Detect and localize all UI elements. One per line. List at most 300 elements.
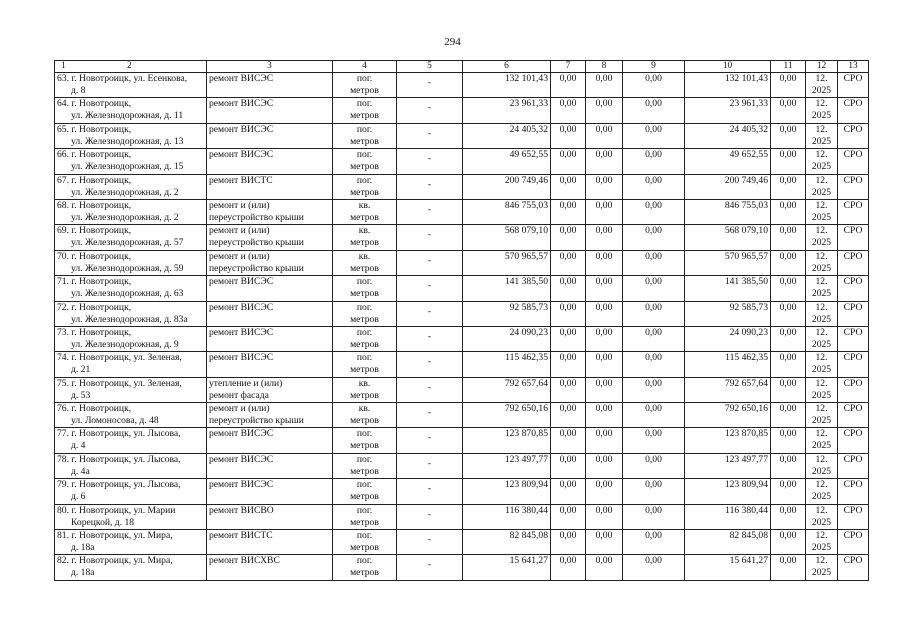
- row-number: 77.: [57, 428, 72, 440]
- unit-cell: пог. метров: [333, 73, 397, 98]
- total-cost-cell: 200 749,46: [463, 174, 551, 199]
- owners-funds-cell: 24 090,23: [685, 326, 771, 351]
- fund-cell: 0,00: [551, 530, 586, 555]
- local-budget-cell: 0,00: [623, 504, 685, 529]
- table-row: [55, 149, 869, 174]
- method-cell: СРО: [838, 403, 869, 428]
- deadline-cell: 12. 2025: [806, 149, 838, 174]
- region-budget-cell: 0,00: [586, 123, 623, 148]
- volume-cell: -: [397, 504, 463, 529]
- owners-funds-cell: 570 965,57: [685, 250, 771, 275]
- table-row: [55, 403, 869, 428]
- owners-funds-cell: 23 961,33: [685, 98, 771, 123]
- other-cell: 0,00: [771, 149, 806, 174]
- fund-cell: 0,00: [551, 174, 586, 199]
- row-number: 70.: [57, 250, 72, 262]
- address-cell: 73. г. Новотроицк, ул. Железнодорожная, д. 9: [55, 326, 207, 351]
- region-budget-cell: 0,00: [586, 250, 623, 275]
- address-cell: 67. г. Новотроицк, ул. Железнодорожная, д. 2: [55, 174, 207, 199]
- owners-funds-cell: 15 641,27: [685, 555, 771, 580]
- column-number: 6: [463, 61, 551, 73]
- total-cost-cell: 141 385,50: [463, 276, 551, 301]
- deadline-cell: 12. 2025: [806, 301, 838, 326]
- other-cell: 0,00: [771, 250, 806, 275]
- row-number: 65.: [57, 123, 72, 135]
- address-cell: 70. г. Новотроицк, ул. Железнодорожная, д. 59: [55, 250, 207, 275]
- total-cost-cell: 846 755,03: [463, 199, 551, 224]
- table-row: [55, 225, 869, 250]
- address-text: г. Новотроицк, ул. Зеленая,: [71, 352, 182, 364]
- deadline-cell: 12. 2025: [806, 250, 838, 275]
- other-cell: 0,00: [771, 98, 806, 123]
- row-number: 66.: [57, 149, 72, 161]
- work-type-cell: ремонт и (или) переустройство крыши: [207, 225, 333, 250]
- owners-funds-cell: 123 497,77: [685, 453, 771, 478]
- method-cell: СРО: [838, 225, 869, 250]
- fund-cell: 0,00: [551, 453, 586, 478]
- work-type-cell: ремонт ВИСХВС: [207, 555, 333, 580]
- work-type-cell: ремонт ВИСЭС: [207, 276, 333, 301]
- local-budget-cell: 0,00: [623, 250, 685, 275]
- work-type-cell: ремонт ВИСЭС: [207, 326, 333, 351]
- other-cell: 0,00: [771, 199, 806, 224]
- volume-cell: -: [397, 479, 463, 504]
- address-text: г. Новотроицк,: [71, 225, 132, 237]
- column-number: 13: [838, 61, 869, 73]
- total-cost-cell: 123 809,94: [463, 479, 551, 504]
- address-text: г. Новотроицк, ул. Марии: [71, 504, 176, 516]
- unit-cell: пог. метров: [333, 555, 397, 580]
- address-cell: 77. г. Новотроицк, ул. Лысова, д. 4: [55, 428, 207, 453]
- deadline-cell: 12. 2025: [806, 225, 838, 250]
- owners-funds-cell: 132 101,43: [685, 73, 771, 98]
- other-cell: 0,00: [771, 403, 806, 428]
- work-type-cell: ремонт ВИСЭС: [207, 301, 333, 326]
- method-cell: СРО: [838, 352, 869, 377]
- method-cell: СРО: [838, 123, 869, 148]
- row-number: 81.: [57, 530, 72, 542]
- table-row: [55, 352, 869, 377]
- other-cell: 0,00: [771, 428, 806, 453]
- address-text: г. Новотроицк, ул. Лысова,: [71, 453, 181, 465]
- total-cost-cell: 15 641,27: [463, 555, 551, 580]
- volume-cell: -: [397, 352, 463, 377]
- region-budget-cell: 0,00: [586, 149, 623, 174]
- deadline-cell: 12. 2025: [806, 479, 838, 504]
- unit-cell: пог. метров: [333, 276, 397, 301]
- region-budget-cell: 0,00: [586, 555, 623, 580]
- local-budget-cell: 0,00: [623, 555, 685, 580]
- other-cell: 0,00: [771, 453, 806, 478]
- work-type-cell: ремонт ВИСЭС: [207, 123, 333, 148]
- row-number: 80.: [57, 504, 72, 516]
- unit-cell: кв. метров: [333, 403, 397, 428]
- other-cell: 0,00: [771, 555, 806, 580]
- column-number: 7: [551, 61, 586, 73]
- local-budget-cell: 0,00: [623, 352, 685, 377]
- unit-cell: кв. метров: [333, 377, 397, 402]
- deadline-cell: 12. 2025: [806, 352, 838, 377]
- column-number: 5: [397, 61, 463, 73]
- address-cell: 82. г. Новотроицк, ул. Мира, д. 18а: [55, 555, 207, 580]
- column-number-row: [55, 61, 869, 73]
- row-number: 68.: [57, 199, 72, 211]
- work-type-cell: ремонт и (или) переустройство крыши: [207, 250, 333, 275]
- address-text: г. Новотроицк,: [71, 98, 132, 110]
- table-row: [55, 199, 869, 224]
- unit-cell: пог. метров: [333, 149, 397, 174]
- total-cost-cell: 23 961,33: [463, 98, 551, 123]
- owners-funds-cell: 123 870,85: [685, 428, 771, 453]
- fund-cell: 0,00: [551, 73, 586, 98]
- other-cell: 0,00: [771, 530, 806, 555]
- volume-cell: -: [397, 403, 463, 428]
- deadline-cell: 12. 2025: [806, 73, 838, 98]
- method-cell: СРО: [838, 326, 869, 351]
- volume-cell: -: [397, 225, 463, 250]
- local-budget-cell: 0,00: [623, 149, 685, 174]
- fund-cell: 0,00: [551, 428, 586, 453]
- local-budget-cell: 0,00: [623, 123, 685, 148]
- row-number: 71.: [57, 276, 72, 288]
- fund-cell: 0,00: [551, 352, 586, 377]
- total-cost-cell: 24 090,23: [463, 326, 551, 351]
- address-cell: 80. г. Новотроицк, ул. Марии Корецкой, д. 18: [55, 504, 207, 529]
- volume-cell: -: [397, 428, 463, 453]
- table-row: [55, 530, 869, 555]
- column-number-1-2: [55, 61, 207, 73]
- address-cell: 79. г. Новотроицк, ул. Лысова, д. 6: [55, 479, 207, 504]
- address-text: г. Новотроицк,: [71, 301, 132, 313]
- method-cell: СРО: [838, 250, 869, 275]
- work-type-cell: ремонт и (или) переустройство крыши: [207, 403, 333, 428]
- owners-funds-cell: 115 462,35: [685, 352, 771, 377]
- method-cell: СРО: [838, 453, 869, 478]
- address-cell: 75. г. Новотроицк, ул. Зеленая, д. 53: [55, 377, 207, 402]
- address-text: г. Новотроицк, ул. Мира,: [71, 530, 173, 542]
- fund-cell: 0,00: [551, 403, 586, 428]
- total-cost-cell: 116 380,44: [463, 504, 551, 529]
- method-cell: СРО: [838, 530, 869, 555]
- volume-cell: -: [397, 123, 463, 148]
- volume-cell: -: [397, 453, 463, 478]
- table-row: [55, 479, 869, 504]
- unit-cell: пог. метров: [333, 98, 397, 123]
- work-type-cell: ремонт ВИСВО: [207, 504, 333, 529]
- unit-cell: пог. метров: [333, 453, 397, 478]
- unit-cell: пог. метров: [333, 530, 397, 555]
- fund-cell: 0,00: [551, 225, 586, 250]
- region-budget-cell: 0,00: [586, 428, 623, 453]
- work-type-cell: ремонт ВИСЭС: [207, 428, 333, 453]
- deadline-cell: 12. 2025: [806, 428, 838, 453]
- fund-cell: 0,00: [551, 326, 586, 351]
- other-cell: 0,00: [771, 352, 806, 377]
- deadline-cell: 12. 2025: [806, 326, 838, 351]
- deadline-cell: 12. 2025: [806, 377, 838, 402]
- local-budget-cell: 0,00: [623, 301, 685, 326]
- other-cell: 0,00: [771, 276, 806, 301]
- owners-funds-cell: 846 755,03: [685, 199, 771, 224]
- unit-cell: пог. метров: [333, 504, 397, 529]
- work-type-cell: ремонт ВИСЭС: [207, 352, 333, 377]
- volume-cell: -: [397, 326, 463, 351]
- table-row: [55, 250, 869, 275]
- deadline-cell: 12. 2025: [806, 453, 838, 478]
- row-number: 75.: [57, 377, 72, 389]
- column-number: 2: [127, 61, 132, 71]
- deadline-cell: 12. 2025: [806, 504, 838, 529]
- local-budget-cell: 0,00: [623, 428, 685, 453]
- table-row: [55, 276, 869, 301]
- total-cost-cell: 132 101,43: [463, 73, 551, 98]
- fund-cell: 0,00: [551, 149, 586, 174]
- method-cell: СРО: [838, 479, 869, 504]
- address-text: г. Новотроицк, ул. Зеленая,: [71, 377, 182, 389]
- total-cost-cell: 92 585,73: [463, 301, 551, 326]
- method-cell: СРО: [838, 276, 869, 301]
- region-budget-cell: 0,00: [586, 276, 623, 301]
- region-budget-cell: 0,00: [586, 301, 623, 326]
- address-cell: 66. г. Новотроицк, ул. Железнодорожная, д. 15: [55, 149, 207, 174]
- other-cell: 0,00: [771, 479, 806, 504]
- row-number: 67.: [57, 174, 72, 186]
- address-text: г. Новотроицк,: [71, 403, 132, 415]
- method-cell: СРО: [838, 199, 869, 224]
- owners-funds-cell: 792 657,64: [685, 377, 771, 402]
- column-number: 9: [623, 61, 685, 73]
- table-row: [55, 174, 869, 199]
- other-cell: 0,00: [771, 326, 806, 351]
- work-type-cell: ремонт ВИСЭС: [207, 98, 333, 123]
- unit-cell: пог. метров: [333, 301, 397, 326]
- deadline-cell: 12. 2025: [806, 174, 838, 199]
- address-cell: 72. г. Новотроицк, ул. Железнодорожная, д. 83а: [55, 301, 207, 326]
- column-number: 3: [207, 61, 333, 73]
- total-cost-cell: 570 965,57: [463, 250, 551, 275]
- other-cell: 0,00: [771, 504, 806, 529]
- row-number: 64.: [57, 98, 72, 110]
- address-text: г. Новотроицк,: [71, 174, 132, 186]
- table-row: [55, 428, 869, 453]
- local-budget-cell: 0,00: [623, 530, 685, 555]
- table-row: [55, 504, 869, 529]
- volume-cell: -: [397, 530, 463, 555]
- deadline-cell: 12. 2025: [806, 199, 838, 224]
- region-budget-cell: 0,00: [586, 225, 623, 250]
- owners-funds-cell: 82 845,08: [685, 530, 771, 555]
- total-cost-cell: 123 497,77: [463, 453, 551, 478]
- unit-cell: кв. метров: [333, 225, 397, 250]
- deadline-cell: 12. 2025: [806, 98, 838, 123]
- page-number: 294: [444, 36, 461, 48]
- local-budget-cell: 0,00: [623, 479, 685, 504]
- other-cell: 0,00: [771, 174, 806, 199]
- deadline-cell: 12. 2025: [806, 123, 838, 148]
- unit-cell: кв. метров: [333, 199, 397, 224]
- other-cell: 0,00: [771, 225, 806, 250]
- region-budget-cell: 0,00: [586, 530, 623, 555]
- work-type-cell: ремонт ВИСЭС: [207, 479, 333, 504]
- program-table: [54, 60, 869, 581]
- deadline-cell: 12. 2025: [806, 276, 838, 301]
- region-budget-cell: 0,00: [586, 479, 623, 504]
- row-number: 73.: [57, 326, 72, 338]
- region-budget-cell: 0,00: [586, 98, 623, 123]
- total-cost-cell: 115 462,35: [463, 352, 551, 377]
- address-cell: 64. г. Новотроицк, ул. Железнодорожная, д. 11: [55, 98, 207, 123]
- total-cost-cell: 82 845,08: [463, 530, 551, 555]
- region-budget-cell: 0,00: [586, 326, 623, 351]
- volume-cell: -: [397, 555, 463, 580]
- unit-cell: пог. метров: [333, 123, 397, 148]
- address-text: г. Новотроицк,: [71, 199, 132, 211]
- address-cell: 68. г. Новотроицк, ул. Железнодорожная, д. 2: [55, 199, 207, 224]
- owners-funds-cell: 116 380,44: [685, 504, 771, 529]
- address-text: г. Новотроицк, ул. Лысова,: [71, 428, 181, 440]
- table-row: [55, 123, 869, 148]
- volume-cell: -: [397, 174, 463, 199]
- column-number: 12: [806, 61, 838, 73]
- work-type-cell: утепление и (или) ремонт фасада: [207, 377, 333, 402]
- address-cell: 78. г. Новотроицк, ул. Лысова, д. 4а: [55, 453, 207, 478]
- address-text: г. Новотроицк, ул. Лысова,: [71, 479, 181, 491]
- fund-cell: 0,00: [551, 504, 586, 529]
- deadline-cell: 12. 2025: [806, 403, 838, 428]
- method-cell: СРО: [838, 504, 869, 529]
- method-cell: СРО: [838, 428, 869, 453]
- region-budget-cell: 0,00: [586, 174, 623, 199]
- owners-funds-cell: 141 385,50: [685, 276, 771, 301]
- table-row: [55, 98, 869, 123]
- volume-cell: -: [397, 98, 463, 123]
- table-row: [55, 555, 869, 580]
- address-text: г. Новотроицк,: [71, 250, 132, 262]
- unit-cell: кв. метров: [333, 250, 397, 275]
- deadline-cell: 12. 2025: [806, 555, 838, 580]
- fund-cell: 0,00: [551, 199, 586, 224]
- method-cell: СРО: [838, 73, 869, 98]
- local-budget-cell: 0,00: [623, 73, 685, 98]
- region-budget-cell: 0,00: [586, 453, 623, 478]
- address-cell: 74. г. Новотроицк, ул. Зеленая, д. 21: [55, 352, 207, 377]
- address-text: г. Новотроицк,: [71, 123, 132, 135]
- owners-funds-cell: 92 585,73: [685, 301, 771, 326]
- local-budget-cell: 0,00: [623, 276, 685, 301]
- method-cell: СРО: [838, 98, 869, 123]
- local-budget-cell: 0,00: [623, 377, 685, 402]
- local-budget-cell: 0,00: [623, 453, 685, 478]
- address-text: г. Новотроицк, ул. Мира,: [71, 555, 173, 567]
- work-type-cell: ремонт ВИСТС: [207, 174, 333, 199]
- fund-cell: 0,00: [551, 276, 586, 301]
- table-row: [55, 453, 869, 478]
- unit-cell: пог. метров: [333, 479, 397, 504]
- table-body: [55, 73, 869, 581]
- unit-cell: пог. метров: [333, 326, 397, 351]
- row-number: 72.: [57, 301, 72, 313]
- total-cost-cell: 49 652,55: [463, 149, 551, 174]
- work-type-cell: ремонт ВИСЭС: [207, 453, 333, 478]
- owners-funds-cell: 123 809,94: [685, 479, 771, 504]
- other-cell: 0,00: [771, 377, 806, 402]
- total-cost-cell: 123 870,85: [463, 428, 551, 453]
- owners-funds-cell: 49 652,55: [685, 149, 771, 174]
- row-number: 82.: [57, 555, 72, 567]
- work-type-cell: ремонт и (или) переустройство крыши: [207, 199, 333, 224]
- method-cell: СРО: [838, 301, 869, 326]
- unit-cell: пог. метров: [333, 174, 397, 199]
- volume-cell: -: [397, 377, 463, 402]
- address-text: г. Новотроицк,: [71, 276, 132, 288]
- volume-cell: -: [397, 276, 463, 301]
- row-number: 79.: [57, 479, 72, 491]
- table-row: [55, 73, 869, 98]
- unit-cell: пог. метров: [333, 428, 397, 453]
- method-cell: СРО: [838, 149, 869, 174]
- address-cell: 65. г. Новотроицк, ул. Железнодорожная, д. 13: [55, 123, 207, 148]
- region-budget-cell: 0,00: [586, 504, 623, 529]
- local-budget-cell: 0,00: [623, 225, 685, 250]
- other-cell: 0,00: [771, 73, 806, 98]
- column-number: 1: [61, 61, 66, 71]
- owners-funds-cell: 24 405,32: [685, 123, 771, 148]
- address-cell: 71. г. Новотроицк, ул. Железнодорожная, д. 63: [55, 276, 207, 301]
- table-row: [55, 377, 869, 402]
- column-number: 8: [586, 61, 623, 73]
- row-number: 76.: [57, 403, 72, 415]
- row-number: 74.: [57, 352, 72, 364]
- address-cell: 69. г. Новотроицк, ул. Железнодорожная, д. 57: [55, 225, 207, 250]
- other-cell: 0,00: [771, 301, 806, 326]
- unit-cell: пог. метров: [333, 352, 397, 377]
- fund-cell: 0,00: [551, 555, 586, 580]
- volume-cell: -: [397, 250, 463, 275]
- total-cost-cell: 792 650,16: [463, 403, 551, 428]
- column-number: 10: [685, 61, 771, 73]
- volume-cell: -: [397, 73, 463, 98]
- work-type-cell: ремонт ВИСЭС: [207, 149, 333, 174]
- local-budget-cell: 0,00: [623, 326, 685, 351]
- work-type-cell: ремонт ВИСТС: [207, 530, 333, 555]
- fund-cell: 0,00: [551, 479, 586, 504]
- deadline-cell: 12. 2025: [806, 530, 838, 555]
- address-cell: 81. г. Новотроицк, ул. Мира, д. 18а: [55, 530, 207, 555]
- fund-cell: 0,00: [551, 123, 586, 148]
- total-cost-cell: 792 657,64: [463, 377, 551, 402]
- row-number: 63.: [57, 73, 72, 84]
- address-text: г. Новотроицк,: [71, 149, 132, 161]
- fund-cell: 0,00: [551, 301, 586, 326]
- method-cell: СРО: [838, 377, 869, 402]
- volume-cell: -: [397, 301, 463, 326]
- address-cell: 63. г. Новотроицк, ул. Есенкова, д. 8: [55, 73, 207, 98]
- owners-funds-cell: 568 079,10: [685, 225, 771, 250]
- volume-cell: -: [397, 199, 463, 224]
- method-cell: СРО: [838, 555, 869, 580]
- fund-cell: 0,00: [551, 98, 586, 123]
- column-number: 4: [333, 61, 397, 73]
- row-number: 69.: [57, 225, 72, 237]
- total-cost-cell: 568 079,10: [463, 225, 551, 250]
- local-budget-cell: 0,00: [623, 98, 685, 123]
- other-cell: 0,00: [771, 123, 806, 148]
- work-type-cell: ремонт ВИСЭС: [207, 73, 333, 98]
- address-text: г. Новотроицк, ул. Есенкова,: [71, 73, 188, 84]
- table-row: [55, 326, 869, 351]
- address-cell: 76. г. Новотроицк, ул. Ломоносова, д. 48: [55, 403, 207, 428]
- owners-funds-cell: 200 749,46: [685, 174, 771, 199]
